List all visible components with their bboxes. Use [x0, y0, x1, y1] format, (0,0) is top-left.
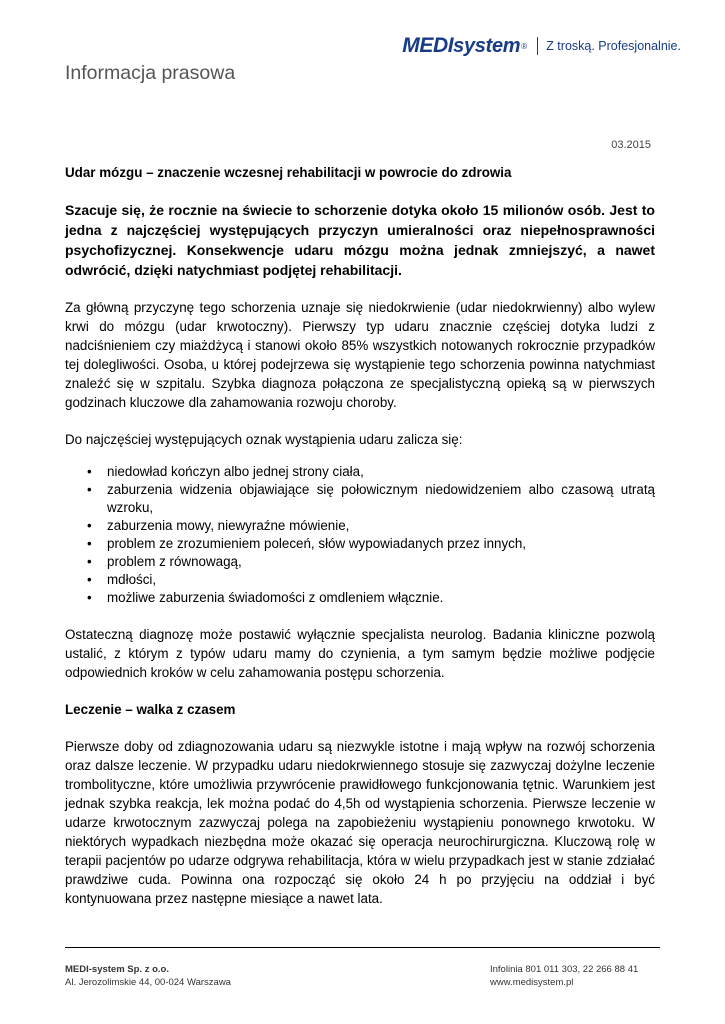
paragraph-causes: Za główną przyczynę tego schorzenia uznaje się niedokrwienie (udar niedokrwienny) albo wylew krwi do mózgu (udar krwotoczny). Pierwszy typ udaru znacznie częściej dotyka ludzi z nadciśnieniem czy miażdżycą i stanowi około 85% wszystkich notowanych rokrocznie przypadków tej dolegliwości. Osoba, u której podejrzewa się wystąpienie tego schorzenia powinna natychmiast znaleźć się w szpitalu. Szybka diagnoza połączona ze specjalistyczną opieką są w pierwszych godzinach kluczowe dla zahamowania rozwoju choroby. [65, 300, 655, 410]
article-lead: Szacuje się, że rocznie na świecie to schorzenie dotyka około 15 milionów osób. Jest to jedna z najczęściej występujących przyczyn umieralności oraz niepełnosprawności psychofizycznej. Konsekwencje udaru mózgu można jednak zmniejszyć, a nawet odwrócić, dzięki natychmiast podjętej rehabilitacji. [65, 202, 655, 278]
article-body [65, 163, 655, 908]
footer-address: Al. Jerozolimskie 44, 00-024 Warszawa [65, 977, 231, 988]
list-item [65, 481, 655, 517]
bullet-icon: • [87, 482, 92, 497]
list-item-text: problem z równowagą, [107, 554, 242, 569]
logo-brand-medi: MEDI [402, 34, 454, 57]
footer-website-link[interactable]: www.medisystem.pl [490, 977, 574, 988]
list-item [65, 463, 655, 481]
list-item-text: możliwe zaburzenia świadomości z omdleniem włącznie. [107, 590, 444, 605]
footer-company-info [65, 963, 231, 989]
list-item-text: zaburzenia mowy, niewyraźne mówienie, [107, 518, 350, 533]
medisystem-logo [402, 34, 681, 58]
article-subtitle: Udar mózgu – znaczenie wczesnej rehabilitacji w powrocie do zdrowia [65, 165, 512, 180]
bullet-icon: • [87, 464, 92, 479]
list-item-text: problem ze zrozumieniem poleceń, słów wypowiadanych przez innych, [107, 536, 527, 551]
bullet-icon: • [87, 572, 92, 587]
footer-hotline: Infolinia 801 011 303, 22 266 88 41 [490, 964, 639, 975]
list-item [65, 517, 655, 535]
bullet-icon: • [87, 590, 92, 605]
footer-divider [65, 947, 660, 948]
bullet-icon: • [87, 536, 92, 551]
paragraph-treatment: Pierwsze doby od zdiagnozowania udaru są niezwykle istotne i mają wpływ na rozwój schorzenia oraz dalsze leczenie. W przypadku udaru niedokrwiennego stosuje się zazwyczaj dożylne leczenie trombolityczne, które umożliwia przywrócenie prawidłowego funkcjonowania tętnic. Warunkiem jest jednak szybka reakcja, lek można podać do 4,5h od wystąpienia schorzenia. Pierwsze leczenie w udarze krwotocznym zazwyczaj polega na zapobieżeniu wystąpieniu ponownego krwotoku. W niektórych wypadkach niezbędna może okazać się operacja neurochirurgiczna. Kluczową rolę w terapii pacjentów po udarze odgrywa rehabilitacja, która w wielu przypadkach jest w stanie zdziałać prawdziwe cuda. Powinna ona rozpocząć się około 24 h po przyjęciu na oddział i być kontynuowana przez następne miesiące a nawet lata. [65, 739, 655, 906]
bullet-icon: • [87, 518, 92, 533]
logo-tagline: Z troską. Profesjonalnie. [546, 39, 681, 53]
release-date: 03.2015 [611, 139, 651, 151]
list-item [65, 589, 655, 607]
list-item-text: zaburzenia widzenia objawiające się połowicznym niedowidzeniem albo czasową utratą wzroku, [107, 482, 655, 515]
section-heading-treatment: Leczenie – walka z czasem [65, 702, 236, 717]
list-item-text: niedowład kończyn albo jednej strony ciała, [107, 464, 364, 479]
logo-brand-system: system [453, 34, 521, 57]
footer-contact-info [490, 963, 638, 989]
bullet-icon: • [87, 554, 92, 569]
press-release-title: Informacja prasowa [65, 62, 236, 84]
paragraph-diagnosis: Ostateczną diagnozę może postawić wyłącznie specjalista neurolog. Badania kliniczne pozwolą ustalić, z którym z typów udaru mamy do czynienia, a tym samym będzie możliwe podjęcie odpowiednich kroków w celu zahamowania postępu schorzenia. [65, 627, 655, 680]
list-item [65, 571, 655, 589]
logo-divider [537, 37, 538, 55]
footer-company-name: MEDI-system Sp. z o.o. [65, 964, 169, 975]
list-item-text: mdłości, [107, 572, 157, 587]
logo-registered-mark: ® [521, 41, 528, 51]
list-item [65, 553, 655, 571]
list-item [65, 535, 655, 553]
symptoms-list [65, 463, 655, 607]
symptoms-intro: Do najczęściej występujących oznak wystąpienia udaru zalicza się: [65, 432, 463, 447]
